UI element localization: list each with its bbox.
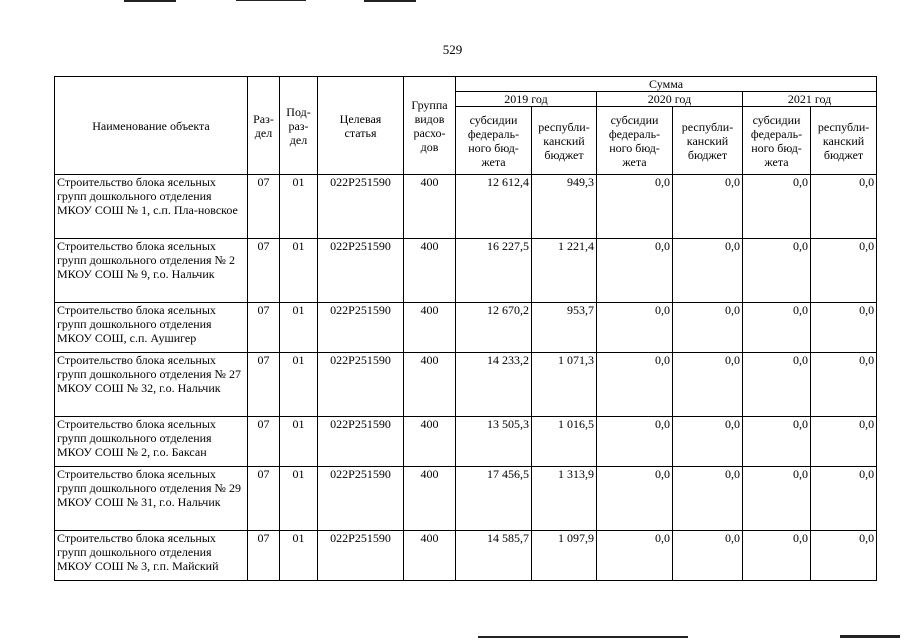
header-republic-2020: республи- канский бюджет (673, 107, 743, 175)
row-republic-2019: 1 016,5 (532, 417, 597, 467)
table-row (55, 303, 877, 353)
row-republic-2020: 0,0 (673, 239, 743, 303)
page-number: 529 (442, 42, 463, 57)
row-group: 400 (404, 175, 456, 239)
row-republic-2019: 1 097,9 (532, 531, 597, 581)
row-group: 400 (404, 353, 456, 417)
row-republic-2020: 0,0 (673, 175, 743, 239)
row-group: 400 (404, 239, 456, 303)
row-federal-2019: 12 612,4 (456, 175, 532, 239)
row-republic-2020: 0,0 (673, 303, 743, 353)
header-year-2019: 2019 год (456, 92, 597, 107)
row-target: 022P251590 (318, 467, 404, 531)
row-federal-2020: 0,0 (597, 239, 673, 303)
header-year-2021: 2021 год (743, 92, 877, 107)
row-republic-2021: 0,0 (811, 353, 877, 417)
row-name: Строительство блока ясельных групп дошкольного отделения МКОУ СОШ, с.п. Аушигер (55, 303, 248, 353)
table-row (55, 467, 877, 531)
header-subsection: Под- раз- дел (280, 77, 318, 175)
row-federal-2019: 16 227,5 (456, 239, 532, 303)
table-row (55, 353, 877, 417)
row-name: Строительство блока ясельных групп дошкольного отделения МКОУ СОШ № 1, с.п. Пла-новское (55, 175, 248, 239)
row-federal-2019: 13 505,3 (456, 417, 532, 467)
row-republic-2020: 0,0 (673, 353, 743, 417)
row-section: 07 (248, 531, 280, 581)
header-section: Раз- дел (248, 77, 280, 175)
row-name: Строительство блока ясельных групп дошкольного отделения МКОУ СОШ № 3, г.п. Майский (55, 531, 248, 581)
row-republic-2019: 1 221,4 (532, 239, 597, 303)
row-section: 07 (248, 467, 280, 531)
row-section: 07 (248, 175, 280, 239)
scan-mark-bottom-1 (478, 636, 688, 638)
row-federal-2019: 14 585,7 (456, 531, 532, 581)
row-subsection: 01 (280, 353, 318, 417)
table-row (55, 417, 877, 467)
table-row (55, 239, 877, 303)
row-federal-2021: 0,0 (743, 417, 811, 467)
header-republic-2021: республи- канский бюджет (811, 107, 877, 175)
row-target: 022P251590 (318, 531, 404, 581)
row-republic-2019: 953,7 (532, 303, 597, 353)
table-row (55, 175, 877, 239)
scan-mark-top-1 (124, 0, 176, 2)
row-republic-2021: 0,0 (811, 239, 877, 303)
row-republic-2021: 0,0 (811, 175, 877, 239)
row-section: 07 (248, 417, 280, 467)
row-republic-2021: 0,0 (811, 531, 877, 581)
row-name: Строительство блока ясельных групп дошкольного отделения № 29 МКОУ СОШ № 31, г.о. Нальчик (55, 467, 248, 531)
header-federal-2021: субсидии федераль- ного бюд- жета (743, 107, 811, 175)
scan-mark-bottom-2 (840, 635, 900, 638)
row-name: Строительство блока ясельных групп дошкольного отделения № 27 МКОУ СОШ № 32, г.о. Нальчик (55, 353, 248, 417)
header-target: Целевая статья (318, 77, 404, 175)
row-republic-2021: 0,0 (811, 417, 877, 467)
row-federal-2020: 0,0 (597, 353, 673, 417)
row-republic-2019: 949,3 (532, 175, 597, 239)
header-federal-2019: субсидии федераль- ного бюд- жета (456, 107, 532, 175)
row-group: 400 (404, 531, 456, 581)
row-federal-2020: 0,0 (597, 531, 673, 581)
header-name: Наименование объекта (55, 77, 248, 175)
row-republic-2020: 0,0 (673, 417, 743, 467)
row-target: 022P251590 (318, 303, 404, 353)
row-federal-2020: 0,0 (597, 175, 673, 239)
header-republic-2019: республи- канский бюджет (532, 107, 597, 175)
row-federal-2021: 0,0 (743, 531, 811, 581)
row-federal-2021: 0,0 (743, 175, 811, 239)
row-republic-2021: 0,0 (811, 467, 877, 531)
row-republic-2020: 0,0 (673, 531, 743, 581)
row-federal-2020: 0,0 (597, 467, 673, 531)
budget-table (54, 76, 877, 581)
row-section: 07 (248, 239, 280, 303)
row-subsection: 01 (280, 531, 318, 581)
row-federal-2019: 14 233,2 (456, 353, 532, 417)
row-federal-2020: 0,0 (597, 303, 673, 353)
header-federal-2020: субсидии федераль- ного бюд- жета (597, 107, 673, 175)
row-name: Строительство блока ясельных групп дошкольного отделения № 2 МКОУ СОШ № 9, г.о. Нальчик (55, 239, 248, 303)
row-target: 022P251590 (318, 417, 404, 467)
row-subsection: 01 (280, 467, 318, 531)
row-republic-2020: 0,0 (673, 467, 743, 531)
row-federal-2021: 0,0 (743, 239, 811, 303)
row-federal-2019: 17 456,5 (456, 467, 532, 531)
row-target: 022P251590 (318, 239, 404, 303)
row-federal-2021: 0,0 (743, 353, 811, 417)
row-subsection: 01 (280, 175, 318, 239)
header-group: Группа видов расхо- дов (404, 77, 456, 175)
row-republic-2019: 1 071,3 (532, 353, 597, 417)
row-subsection: 01 (280, 417, 318, 467)
header-year-2020: 2020 год (597, 92, 743, 107)
row-federal-2020: 0,0 (597, 417, 673, 467)
row-subsection: 01 (280, 303, 318, 353)
row-section: 07 (248, 353, 280, 417)
row-section: 07 (248, 303, 280, 353)
row-federal-2019: 12 670,2 (456, 303, 532, 353)
scan-mark-top-2 (236, 0, 306, 1)
table-row (55, 531, 877, 581)
row-federal-2021: 0,0 (743, 467, 811, 531)
row-target: 022P251590 (318, 353, 404, 417)
row-republic-2021: 0,0 (811, 303, 877, 353)
row-federal-2021: 0,0 (743, 303, 811, 353)
header-sum: Сумма (456, 77, 877, 92)
row-group: 400 (404, 467, 456, 531)
row-target: 022P251590 (318, 175, 404, 239)
row-name: Строительство блока ясельных групп дошкольного отделения МКОУ СОШ № 2, г.о. Баксан (55, 417, 248, 467)
row-group: 400 (404, 303, 456, 353)
row-republic-2019: 1 313,9 (532, 467, 597, 531)
row-subsection: 01 (280, 239, 318, 303)
row-group: 400 (404, 417, 456, 467)
scan-mark-top-3 (364, 0, 416, 2)
